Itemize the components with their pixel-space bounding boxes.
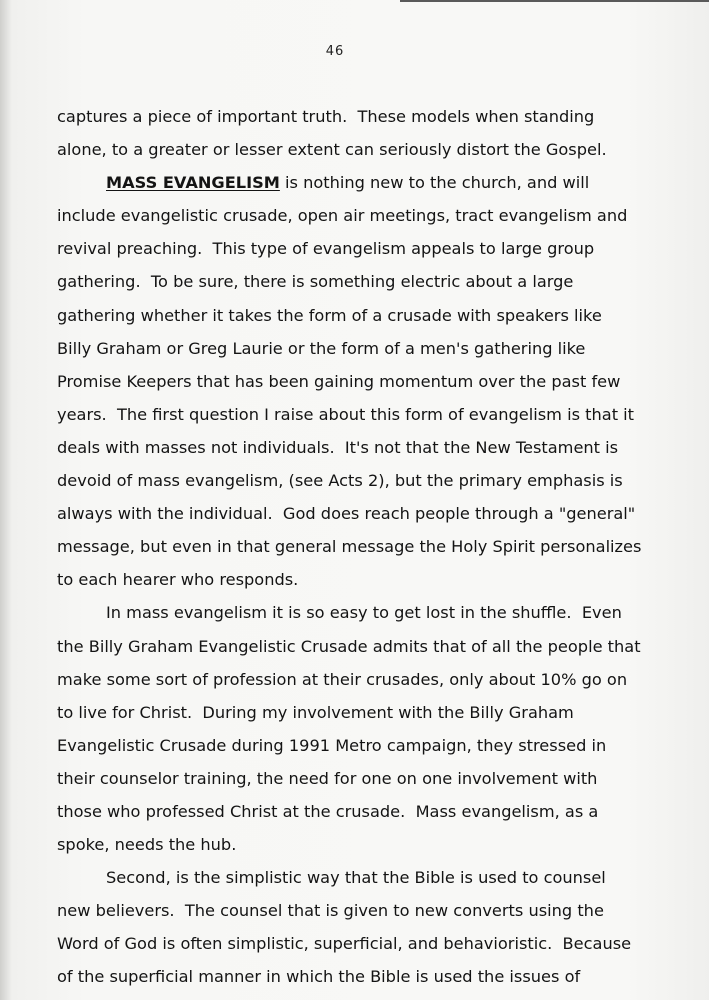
text-line: In mass evangelism it is so easy to get lost in the shuffle. Even: [106, 603, 622, 623]
text-line: Billy Graham or Greg Laurie or the form of a men's gathering like: [57, 338, 586, 358]
text-line: spoke, needs the hub.: [57, 835, 237, 855]
text-line: message, but even in that general message the Holy Spirit personalizes: [57, 537, 642, 557]
top-rule: [400, 0, 709, 2]
text-line: gathering. To be sure, there is something electric about a large: [57, 272, 574, 292]
text-line: always with the individual. God does reach people through a "general": [57, 504, 636, 524]
text-line: revival preaching. This type of evangelism appeals to large group: [57, 239, 595, 259]
text-line: of the superficial manner in which the Bible is used the issues of: [57, 967, 581, 987]
page-number: 46: [325, 44, 345, 59]
text-line: captures a piece of important truth. These models when standing: [57, 107, 595, 126]
text-line: the Billy Graham Evangelistic Crusade admits that of all the people that: [57, 636, 641, 656]
text-line: to live for Christ. During my involvement with the Billy Graham: [57, 702, 574, 722]
text-line: new believers. The counsel that is given to new converts using the: [57, 901, 604, 921]
text-line: years. The first question I raise about this form of evangelism is that it: [57, 404, 635, 424]
text-line: Evangelistic Crusade during 1991 Metro campaign, they stressed in: [57, 735, 607, 755]
section-heading: MASS EVANGELISM: [106, 173, 280, 193]
text-line: deals with masses not individuals. It's not that the New Testament is: [57, 437, 619, 457]
text-line: to each hearer who responds.: [57, 570, 299, 590]
text-line: include evangelistic crusade, open air meetings, tract evangelism and: [57, 206, 628, 226]
text-line: alone, to a greater or lesser extent can seriously distort the Gospel.: [57, 140, 607, 160]
text-line: those who professed Christ at the crusade. Mass evangelism, as a: [57, 801, 599, 821]
text-line-with-heading: [57, 166, 651, 199]
text-line: gathering whether it takes the form of a crusade with speakers like: [57, 305, 602, 325]
text-line: make some sort of profession at their crusades, only about 10% go on: [57, 669, 628, 689]
text-line: their counselor training, the need for one on one involvement with: [57, 768, 598, 788]
page-edge-shadow: [0, 0, 12, 1000]
body-text: [57, 100, 651, 994]
text-line: Word of God is often simplistic, superficial, and behavioristic. Because: [57, 934, 632, 954]
text-line: Promise Keepers that has been gaining momentum over the past few: [57, 371, 621, 391]
text-line-rest: is nothing new to the church, and will: [279, 173, 590, 193]
text-line: Second, is the simplistic way that the Bible is used to counsel: [106, 868, 606, 888]
text-line: devoid of mass evangelism, (see Acts 2), but the primary emphasis is: [57, 471, 623, 491]
